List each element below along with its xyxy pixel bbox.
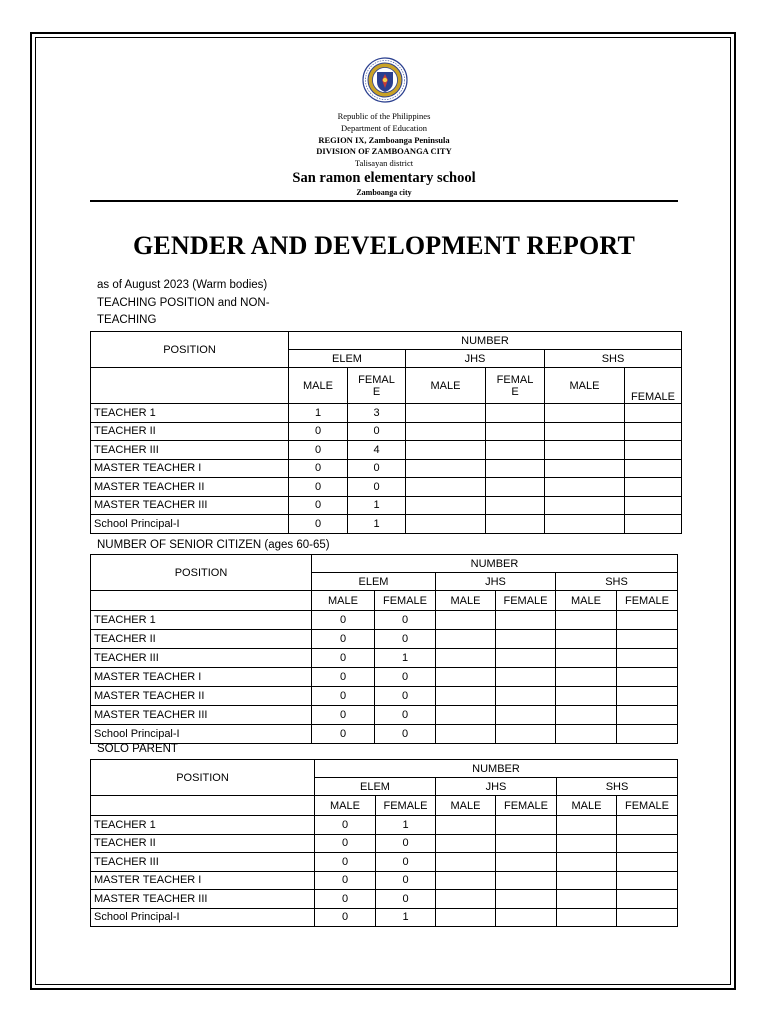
- shs-male-cell: [556, 687, 617, 706]
- header-city: Zamboanga city: [356, 188, 412, 197]
- shs-female-cell: [617, 668, 678, 687]
- jhs-male-cell: [436, 687, 496, 706]
- elem-female-cell: 4: [348, 441, 406, 460]
- header-republic: Republic of the Philippines: [337, 111, 431, 121]
- table-header-row: [91, 796, 678, 816]
- jhs-male-cell: [436, 816, 496, 835]
- jhs-female-cell: [496, 687, 556, 706]
- shs-male-header: MALE: [556, 591, 617, 611]
- shs-male-cell: [557, 853, 617, 872]
- table-row: [91, 649, 678, 668]
- shs-female-cell: [617, 890, 678, 909]
- table-header-row: [91, 760, 678, 778]
- position-header: POSITION: [91, 555, 312, 591]
- jhs-male-cell: [436, 630, 496, 649]
- shs-female-cell: [625, 459, 682, 478]
- table-header-row: [91, 368, 682, 404]
- shs-female-cell: [617, 611, 678, 630]
- female-split-part2: E: [372, 385, 381, 398]
- elem-male-cell: 0: [315, 834, 376, 853]
- shs-male-cell: [545, 459, 625, 478]
- elem-female-cell: 0: [375, 687, 436, 706]
- table-row: [91, 687, 678, 706]
- header-divider: [90, 200, 678, 202]
- position-cell: TEACHER II: [91, 630, 312, 649]
- table-row: [91, 515, 682, 534]
- elem-male-header: MALE: [289, 368, 348, 404]
- elem-female-cell: 0: [375, 706, 436, 725]
- shs-header: SHS: [557, 778, 678, 796]
- shs-male-cell: [556, 668, 617, 687]
- shs-male-cell: [545, 404, 625, 423]
- table-row: [91, 668, 678, 687]
- elem-female-cell: 0: [348, 478, 406, 497]
- shs-male-cell: [557, 834, 617, 853]
- table-row: [91, 706, 678, 725]
- shs-male-cell: [557, 871, 617, 890]
- table-row: [91, 630, 678, 649]
- blank-cell: [91, 796, 315, 816]
- elem-male-cell: 0: [312, 706, 375, 725]
- position-cell: School Principal-I: [91, 908, 315, 927]
- elem-female-header: FEMALE: [376, 796, 436, 816]
- elem-female-cell: 0: [376, 853, 436, 872]
- jhs-male-header: MALE: [436, 796, 496, 816]
- elem-female-cell: 1: [376, 816, 436, 835]
- jhs-male-cell: [406, 496, 486, 515]
- elem-male-cell: 0: [312, 725, 375, 744]
- shs-male-cell: [556, 649, 617, 668]
- elem-male-cell: 0: [315, 890, 376, 909]
- jhs-female-cell: [496, 853, 557, 872]
- table-row: [91, 496, 682, 515]
- elem-female-cell: 0: [376, 890, 436, 909]
- position-cell: School Principal-I: [91, 515, 289, 534]
- position-cell: TEACHER 1: [91, 611, 312, 630]
- jhs-male-cell: [436, 611, 496, 630]
- shs-female-cell: [617, 706, 678, 725]
- shs-male-header: MALE: [557, 796, 617, 816]
- elem-female-cell: 0: [376, 871, 436, 890]
- table-row: [91, 725, 678, 744]
- jhs-male-header: MALE: [436, 591, 496, 611]
- table-row: [91, 404, 682, 423]
- table-row: [91, 871, 678, 890]
- number-header: NUMBER: [289, 332, 682, 350]
- position-cell: TEACHER 1: [91, 404, 289, 423]
- position-cell: TEACHER 1: [91, 816, 315, 835]
- elem-male-cell: 0: [289, 478, 348, 497]
- shs-female-cell: [625, 441, 682, 460]
- position-cell: MASTER TEACHER I: [91, 668, 312, 687]
- elem-male-cell: 0: [315, 816, 376, 835]
- elem-male-cell: 0: [289, 422, 348, 441]
- jhs-male-cell: [436, 834, 496, 853]
- jhs-female-cell: [486, 422, 545, 441]
- jhs-male-cell: [436, 706, 496, 725]
- elem-female-cell: 0: [348, 422, 406, 441]
- number-header: NUMBER: [315, 760, 678, 778]
- jhs-female-cell: [496, 890, 557, 909]
- jhs-female-cell: [496, 630, 556, 649]
- position-cell: MASTER TEACHER I: [91, 871, 315, 890]
- jhs-header: JHS: [406, 350, 545, 368]
- position-cell: TEACHER III: [91, 441, 289, 460]
- jhs-female-cell: [496, 668, 556, 687]
- shs-female-cell: [617, 725, 678, 744]
- position-cell: MASTER TEACHER II: [91, 687, 312, 706]
- jhs-male-cell: [406, 422, 486, 441]
- intro-line-date: as of August 2023 (Warm bodies): [97, 279, 268, 291]
- blank-cell: [91, 368, 289, 404]
- report-title: GENDER AND DEVELOPMENT REPORT: [132, 231, 636, 260]
- elem-female-cell: 3: [348, 404, 406, 423]
- shs-male-cell: [545, 478, 625, 497]
- position-cell: TEACHER II: [91, 834, 315, 853]
- shs-female-cell: [625, 404, 682, 423]
- table-row: [91, 853, 678, 872]
- shs-male-cell: [545, 515, 625, 534]
- elem-female-cell: 0: [348, 459, 406, 478]
- elem-female-cell: 0: [375, 668, 436, 687]
- table-header-row: [91, 591, 678, 611]
- shs-male-cell: [545, 441, 625, 460]
- shs-female-cell: [617, 908, 678, 927]
- elem-header: ELEM: [312, 573, 436, 591]
- shs-female-cell: [617, 649, 678, 668]
- solo-parent-table: [90, 759, 678, 927]
- jhs-male-cell: [436, 908, 496, 927]
- jhs-male-cell: [406, 441, 486, 460]
- shs-male-cell: [556, 630, 617, 649]
- elem-female-header: [348, 368, 406, 404]
- solo-parent-label: SOLO PARENT: [97, 743, 178, 755]
- elem-header: ELEM: [315, 778, 436, 796]
- elem-male-cell: 0: [312, 687, 375, 706]
- jhs-male-cell: [436, 668, 496, 687]
- position-cell: TEACHER II: [91, 422, 289, 441]
- shs-female-header: FEMALE: [617, 796, 678, 816]
- shs-female-cell: [625, 422, 682, 441]
- elem-male-cell: 0: [289, 441, 348, 460]
- elem-female-cell: 1: [348, 496, 406, 515]
- blank-cell: [91, 591, 312, 611]
- jhs-female-header: FEMALE: [496, 796, 557, 816]
- jhs-male-cell: [406, 404, 486, 423]
- table-row: [91, 478, 682, 497]
- elem-male-cell: 0: [315, 871, 376, 890]
- header-region: REGION IX, Zamboanga Peninsula: [318, 135, 450, 145]
- header-division: DIVISION OF ZAMBOANGA CITY: [316, 146, 452, 156]
- jhs-female-cell: [486, 404, 545, 423]
- elem-male-cell: 1: [289, 404, 348, 423]
- position-cell: TEACHER III: [91, 853, 315, 872]
- elem-female-cell: 0: [376, 834, 436, 853]
- jhs-female-cell: [486, 515, 545, 534]
- shs-female-cell: [617, 853, 678, 872]
- position-cell: MASTER TEACHER II: [91, 478, 289, 497]
- table-row: [91, 834, 678, 853]
- shs-male-cell: [556, 725, 617, 744]
- jhs-male-cell: [436, 649, 496, 668]
- table-header-row: [91, 555, 678, 573]
- shs-female-header: FEMALE: [625, 368, 682, 404]
- jhs-female-cell: [496, 706, 556, 725]
- position-header: POSITION: [91, 760, 315, 796]
- shs-male-cell: [557, 816, 617, 835]
- elem-female-cell: 0: [375, 725, 436, 744]
- elem-header: ELEM: [289, 350, 406, 368]
- deped-seal-icon: [362, 57, 408, 103]
- shs-female-cell: [617, 871, 678, 890]
- jhs-female-cell: [486, 478, 545, 497]
- elem-male-cell: 0: [312, 630, 375, 649]
- elem-male-cell: 0: [315, 853, 376, 872]
- jhs-female-cell: [496, 611, 556, 630]
- elem-female-cell: 0: [375, 630, 436, 649]
- shs-female-header: FEMALE: [617, 591, 678, 611]
- teaching-position-table: [90, 331, 682, 534]
- table-row: [91, 441, 682, 460]
- jhs-female-header: [486, 368, 545, 404]
- shs-header: SHS: [556, 573, 678, 591]
- jhs-male-cell: [436, 725, 496, 744]
- elem-male-cell: 0: [289, 459, 348, 478]
- table-row: [91, 459, 682, 478]
- elem-male-cell: 0: [289, 496, 348, 515]
- jhs-header: JHS: [436, 778, 557, 796]
- position-cell: MASTER TEACHER I: [91, 459, 289, 478]
- header-district: Talisayan district: [354, 158, 414, 168]
- number-header: NUMBER: [312, 555, 678, 573]
- shs-male-cell: [557, 908, 617, 927]
- table-row: [91, 890, 678, 909]
- shs-female-cell: [617, 630, 678, 649]
- jhs-female-cell: [486, 496, 545, 515]
- elem-male-cell: 0: [312, 611, 375, 630]
- position-cell: School Principal-I: [91, 725, 312, 744]
- report-intro: [97, 277, 297, 330]
- elem-female-cell: 1: [375, 649, 436, 668]
- female-split-part1: FEMAL: [358, 373, 395, 386]
- elem-female-cell: 0: [375, 611, 436, 630]
- shs-female-cell: [625, 478, 682, 497]
- jhs-female-cell: [496, 871, 557, 890]
- intro-line-nonteaching: TEACHING: [97, 314, 157, 326]
- shs-male-header: MALE: [545, 368, 625, 404]
- jhs-female-cell: [496, 816, 557, 835]
- senior-citizen-label: NUMBER OF SENIOR CITIZEN (ages 60-65): [97, 539, 330, 551]
- table-row: [91, 611, 678, 630]
- shs-male-cell: [545, 422, 625, 441]
- table-row: [91, 816, 678, 835]
- table-row: [91, 908, 678, 927]
- jhs-female-header: FEMALE: [496, 591, 556, 611]
- elem-male-header: MALE: [315, 796, 376, 816]
- jhs-male-header: MALE: [406, 368, 486, 404]
- intro-line-teaching: TEACHING POSITION and NON-: [97, 296, 270, 309]
- elem-female-header: FEMALE: [375, 591, 436, 611]
- elem-female-cell: 1: [376, 908, 436, 927]
- jhs-female-cell: [496, 908, 557, 927]
- elem-male-cell: 0: [289, 515, 348, 534]
- position-cell: MASTER TEACHER III: [91, 706, 312, 725]
- shs-male-cell: [556, 706, 617, 725]
- jhs-male-cell: [436, 853, 496, 872]
- jhs-female-cell: [486, 441, 545, 460]
- shs-female-cell: [625, 496, 682, 515]
- position-header: POSITION: [91, 332, 289, 368]
- elem-male-cell: 0: [312, 649, 375, 668]
- jhs-female-cell: [486, 459, 545, 478]
- shs-male-cell: [556, 611, 617, 630]
- shs-header: SHS: [545, 350, 682, 368]
- header-department: Department of Education: [341, 123, 427, 133]
- jhs-female-cell: [496, 725, 556, 744]
- shs-female-cell: [625, 515, 682, 534]
- jhs-female-cell: [496, 834, 557, 853]
- senior-citizen-table: [90, 554, 678, 744]
- shs-male-cell: [557, 890, 617, 909]
- table-header-row: [91, 332, 682, 350]
- jhs-male-cell: [406, 459, 486, 478]
- elem-male-header: MALE: [312, 591, 375, 611]
- shs-female-cell: [617, 834, 678, 853]
- female-split-part2: E: [511, 385, 519, 398]
- jhs-male-cell: [436, 890, 496, 909]
- header-school-name: San ramon elementary school: [292, 170, 476, 186]
- position-cell: TEACHER III: [91, 649, 312, 668]
- table-row: [91, 422, 682, 441]
- jhs-header: JHS: [436, 573, 556, 591]
- jhs-male-cell: [406, 478, 486, 497]
- elem-male-cell: 0: [315, 908, 376, 927]
- elem-male-cell: 0: [312, 668, 375, 687]
- elem-female-cell: 1: [348, 515, 406, 534]
- jhs-male-cell: [406, 515, 486, 534]
- jhs-female-cell: [496, 649, 556, 668]
- shs-female-cell: [617, 687, 678, 706]
- position-cell: MASTER TEACHER III: [91, 890, 315, 909]
- jhs-male-cell: [436, 871, 496, 890]
- shs-female-cell: [617, 816, 678, 835]
- position-cell: MASTER TEACHER III: [91, 496, 289, 515]
- female-split-part1: FEMAL: [496, 373, 534, 386]
- shs-male-cell: [545, 496, 625, 515]
